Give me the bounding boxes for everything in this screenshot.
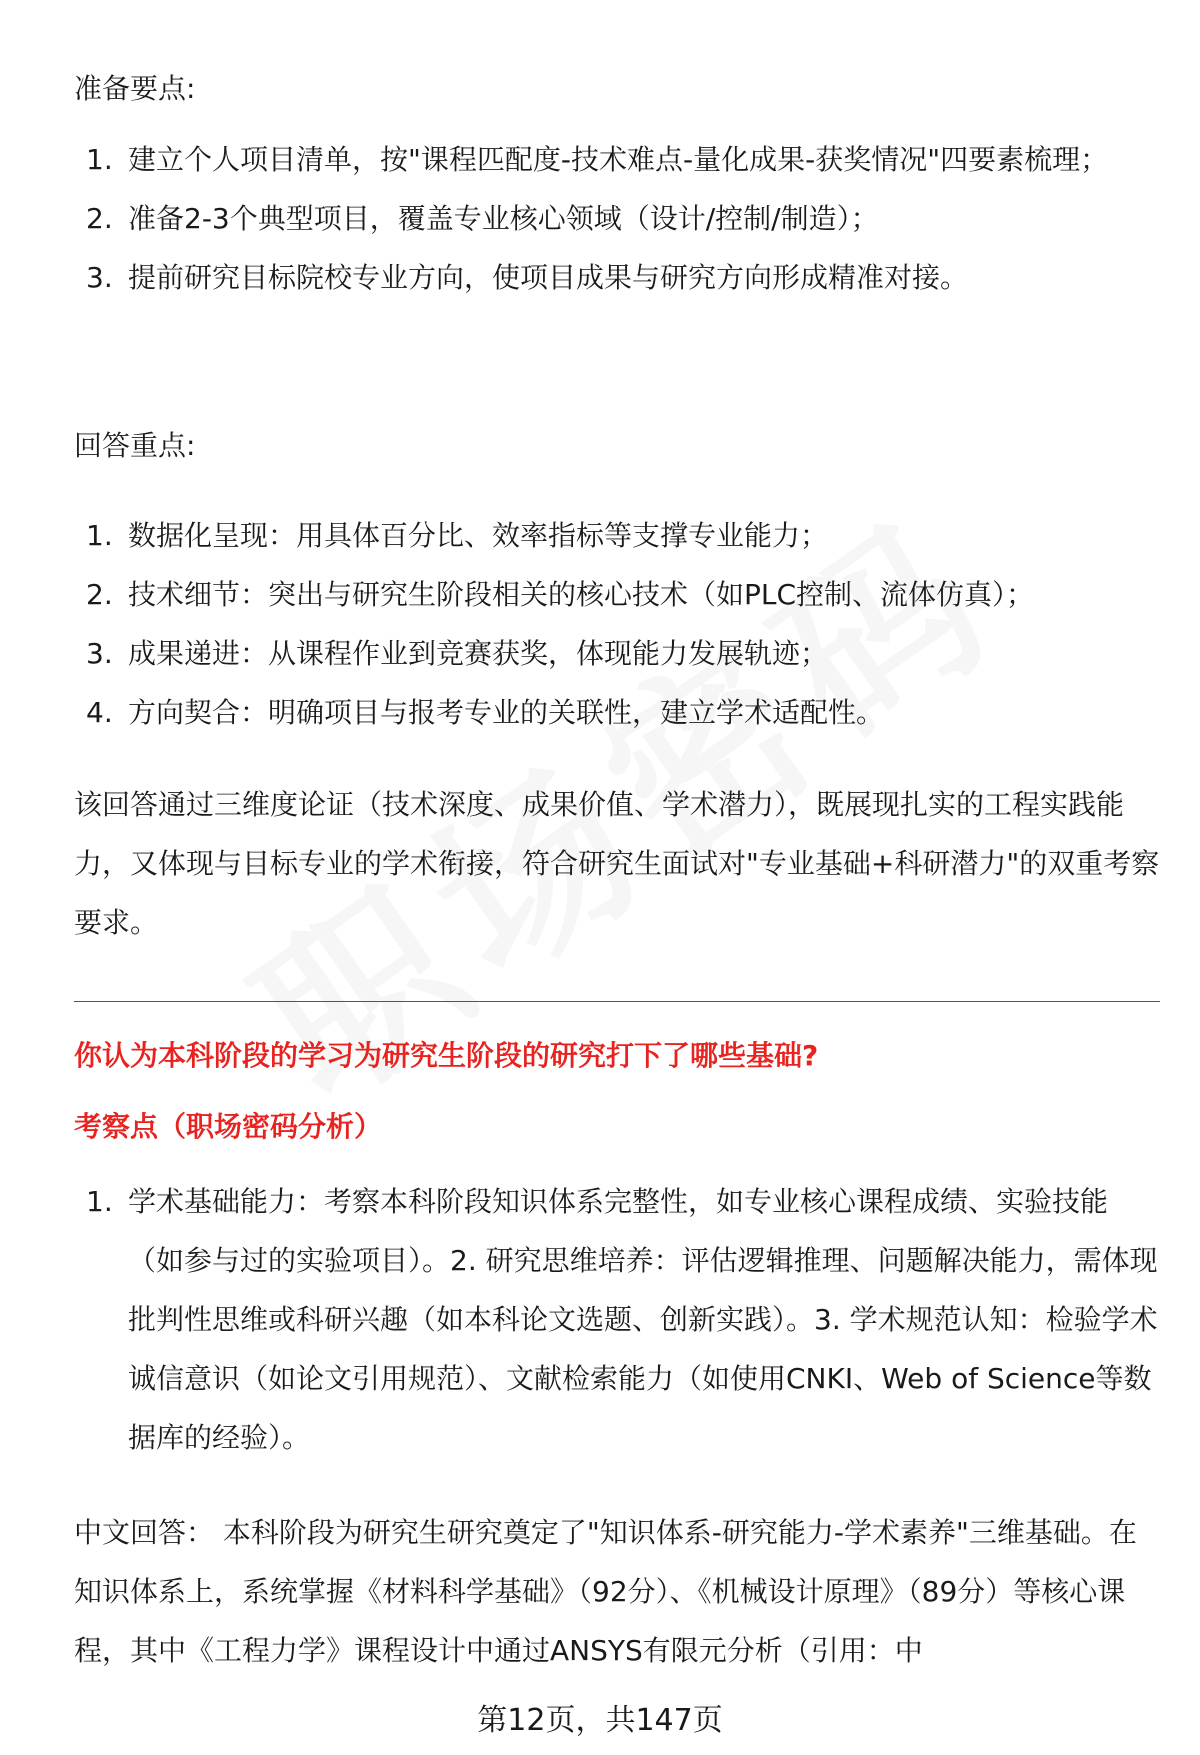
prep-heading: 准备要点: [74,72,196,105]
prep-list [74,130,1160,307]
list-text: 方向契合：明确项目与报考专业的关联性，建立学术适配性。 [128,696,885,729]
list-item [74,248,1160,307]
list-item [74,506,1160,565]
list-text: 数据化呈现：用具体百分比、效率指标等支撑专业能力； [128,519,829,552]
list-text: 学术基础能力：考察本科阶段知识体系完整性，如专业核心课程成绩、实验技能（如参与过的实验项目）。2. 研究思维培养：评估逻辑推理、问题解决能力，需体现批判性思维或科研兴趣（如本科论文选题、创新实践）。3. 学术规范认知：检验学术诚信意识（如论文引用规范）、文献检索能力（如使用CNKI、Web of Science等数据库的经验）。 [128,1185,1158,1454]
list-number: 2. [86,202,113,235]
list-item [74,565,1160,624]
list-number: 1. [86,143,113,176]
answer-list [74,506,1160,742]
list-text: 提前研究目标院校专业方向，使项目成果与研究方向形成精准对接。 [128,261,969,294]
list-item [74,189,1160,248]
list-text: 建立个人项目清单，按"课程匹配度-技术难点-量化成果-获奖情况"四要素梳理； [128,143,1109,176]
list-text: 技术细节：突出与研究生阶段相关的核心技术（如PLC控制、流体仿真）； [128,578,1035,611]
list-item [74,130,1160,189]
focus-list [74,1172,1160,1467]
answer-heading: 回答重点: [74,429,196,462]
section-divider [74,1001,1160,1002]
list-number: 1. [86,1185,113,1218]
list-number: 4. [86,696,113,729]
list-item [74,1172,1160,1467]
list-item [74,624,1160,683]
list-number: 2. [86,578,113,611]
question-heading: 你认为本科阶段的学习为研究生阶段的研究打下了哪些基础? [74,1039,819,1072]
list-number: 3. [86,261,113,294]
chinese-answer-paragraph: 中文回答： 本科阶段为研究生研究奠定了"知识体系-研究能力-学术素养"三维基础。在知识体系上，系统掌握《材料科学基础》（92分）、《机械设计原理》（89分）等核心课程，其中《工程力学》课程设计中通过ANSYS有限元分析（引用：中 [74,1516,1137,1667]
focus-heading: 考察点（职场密码分析） [74,1110,383,1143]
list-text: 准备2-3个典型项目，覆盖专业核心领域（设计/控制/制造）； [128,202,879,235]
list-number: 1. [86,519,113,552]
list-item [74,683,1160,742]
list-text: 成果递进：从课程作业到竞赛获奖，体现能力发展轨迹； [128,637,829,670]
summary-paragraph: 该回答通过三维度论证（技术深度、成果价值、学术潜力），既展现扎实的工程实践能力，又体现与目标专业的学术衔接，符合研究生面试对"专业基础+科研潜力"的双重考察要求。 [74,788,1160,939]
page-footer: 第12页，共147页 [477,1703,723,1738]
list-number: 3. [86,637,113,670]
